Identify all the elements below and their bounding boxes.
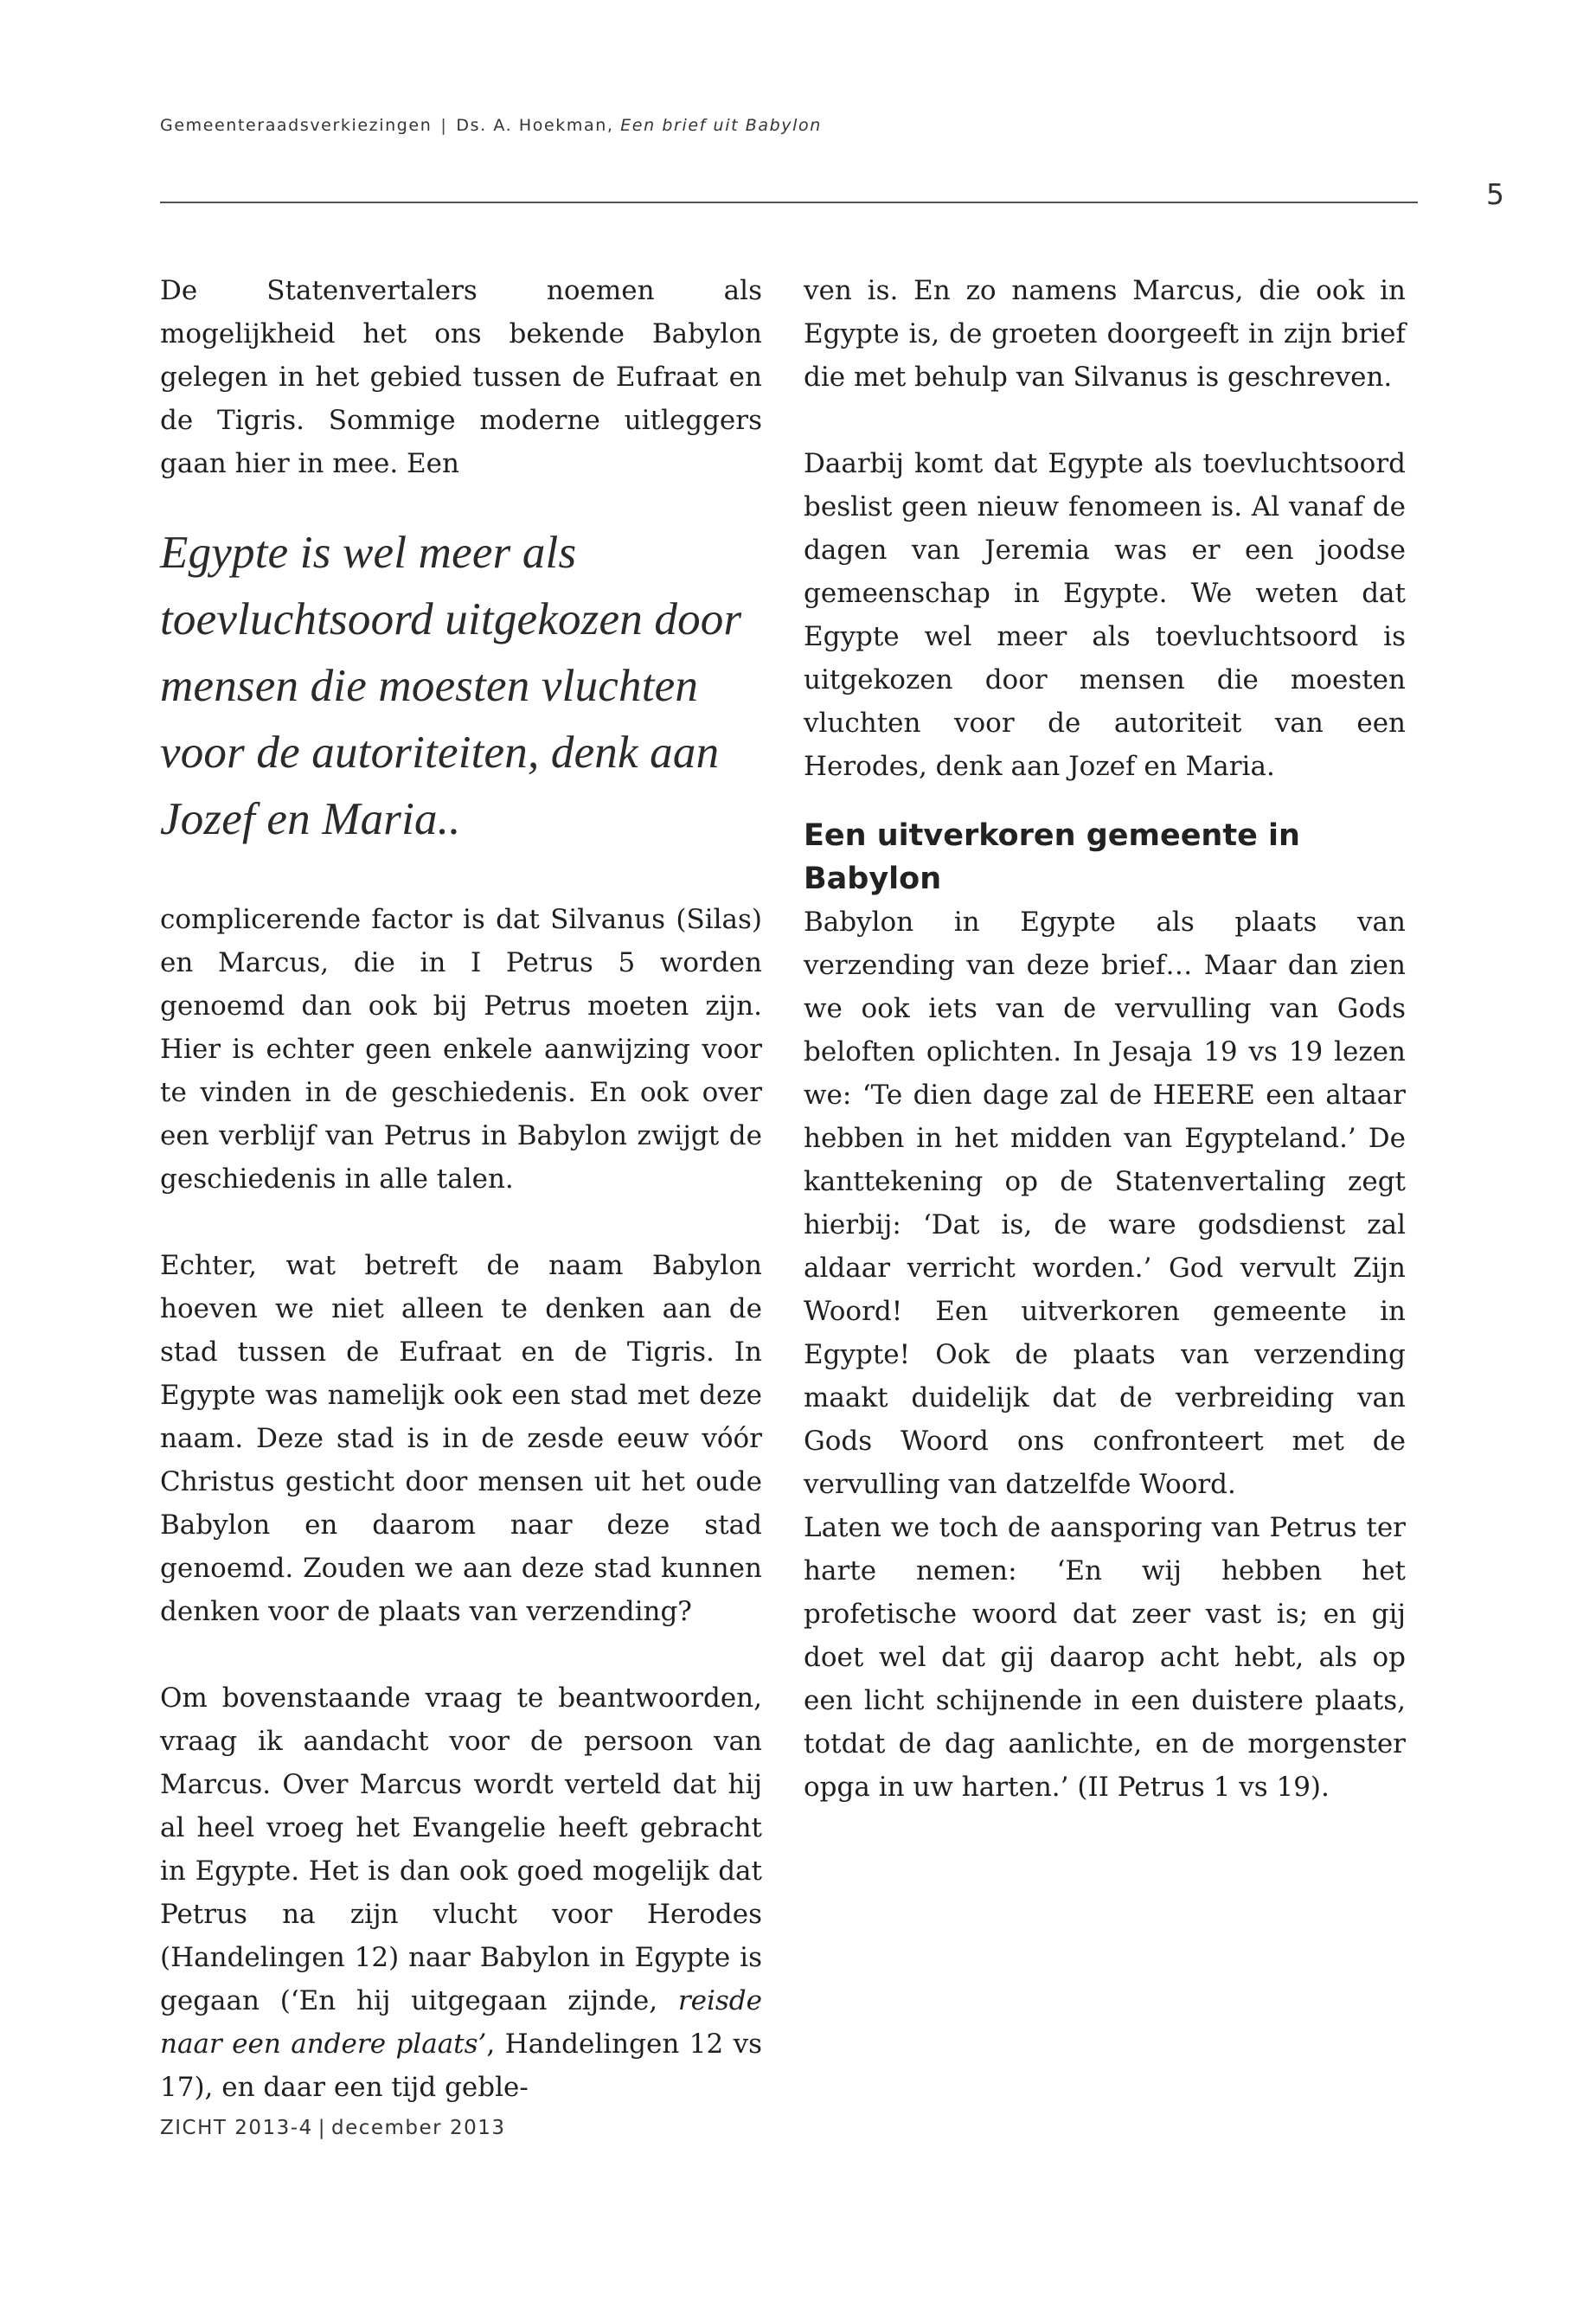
footer-date: december 2013 xyxy=(330,2117,506,2139)
footer-publication: ZICHT 2013-4 xyxy=(160,2117,313,2139)
left-paragraph-3: Echter, wat betreft de naam Babylon hoeven we niet alleen te denken aan de stad tussen de Eufraat en de Tigris. In Egypte was namelijk ook een stad met deze naam. Deze stad is in de zesde eeuw vóór Christus gesticht door mensen uit het oude Babylon en daarom naar deze stad genoemd. Zouden we aan deze stad kunnen denken voor de plaats van verzending? xyxy=(160,1250,762,1627)
italic-quotation: reisde naar een andere plaats’ xyxy=(160,1985,762,2060)
paragraph-gap xyxy=(804,399,1406,442)
left-paragraph-2: complicerende factor is dat Silvanus (Silas) en Marcus, die in I Petrus 5 worden genoemd dan ook bij Petrus moeten zijn. Hier is echter geen enkele aanwijzing voor te vinden in de geschiedenis. En ook over een verblijf van Petrus in Babylon zwijgt de geschiedenis in alle talen. xyxy=(160,904,762,1195)
page-number: 5 xyxy=(1486,177,1504,211)
right-column xyxy=(804,269,1406,1809)
paragraph-text-end: , Handelingen 12 vs 17), en daar een tijd geble- xyxy=(160,2029,762,2103)
left-paragraph-1: De Statenvertalers noemen als mogelijkheid het ons bekende Babylon gelegen in het gebied tussen de Eufraat en de Tigris. Sommige moderne uitleggers gaan hier in mee. Een xyxy=(160,275,762,479)
header-section: Gemeenteraadsverkiezingen xyxy=(160,116,433,135)
header-article-title: Een brief uit Babylon xyxy=(620,116,822,135)
paragraph-gap xyxy=(160,1633,762,1676)
left-column xyxy=(160,269,762,2109)
header-author: Ds. A. Hoekman, xyxy=(456,116,614,135)
right-paragraph-2: Daarbij komt dat Egypte als toevluchtsoord beslist geen nieuw fenomeen is. Al vanaf de dagen van Jeremia was er een joodse gemeenschap in Egypte. We weten dat Egypte wel meer als toevluchtsoord is uitgekozen door mensen die moesten vluchten voor de autoriteit van een Herodes, denk aan Jozef en Maria. xyxy=(804,448,1406,782)
running-footer xyxy=(160,2117,506,2139)
header-rule xyxy=(160,202,1418,203)
header-separator: | xyxy=(440,116,448,135)
pull-quote: Egypte is wel meer als toevluchtsoord uitgekozen door mensen die moesten vluchten voor de autoriteiten, denk aan Jozef en Maria.. xyxy=(160,528,742,844)
left-paragraph-4 xyxy=(160,1676,762,2109)
paragraph-text: Om bovenstaande vraag te beantwoorden, vraag ik aandacht voor de persoon van Marcus. Over Marcus wordt verteld dat hij al heel vroeg het Evangelie heeft gebracht in Egypte. Het is dan ook goed mogelijk dat Petrus na zijn vlucht voor Herodes (Handelingen 12) naar Babylon in Egypte is gegaan (‘En hij uitgegaan zijnde, xyxy=(160,1682,762,2016)
paragraph-gap xyxy=(160,1201,762,1244)
footer-separator: | xyxy=(317,2117,326,2139)
right-paragraph-3: Babylon in Egypte als plaats van verzending van deze brief… Maar dan zien we ook iets van de vervulling van Gods beloften oplichten. In Jesaja 19 vs 19 lezen we: ‘Te dien dage zal de HEERE een altaar hebben in het midden van Egypteland.’ De kanttekening op de Statenvertaling zegt hierbij: ‘Dat is, de ware godsdienst zal aldaar verricht worden.’ God vervult Zijn Woord! Een uitverkoren gemeente in Egypte! Ook de plaats van verzending maakt duidelijk dat de verbreiding van Gods Woord ons confronteert met de vervulling van datzelfde Woord. xyxy=(804,907,1406,1500)
section-heading: Een uitverkoren gemeente in Babylon xyxy=(804,818,1300,896)
right-paragraph-1: ven is. En zo namens Marcus, die ook in Egypte is, de groeten doorgeeft in zijn brief die met behulp van Silvanus is geschreven. xyxy=(804,275,1406,393)
running-header xyxy=(160,116,822,135)
right-paragraph-4: Laten we toch de aansporing van Petrus ter harte nemen: ‘En wij hebben het profetische woord dat zeer vast is; en gij doet wel dat gij daarop acht hebt, als op een licht schijnende in een duistere plaats, totdat de dag aanlichte, en de morgenster opga in uw harten.’ (II Petrus 1 vs 19). xyxy=(804,1512,1406,1803)
